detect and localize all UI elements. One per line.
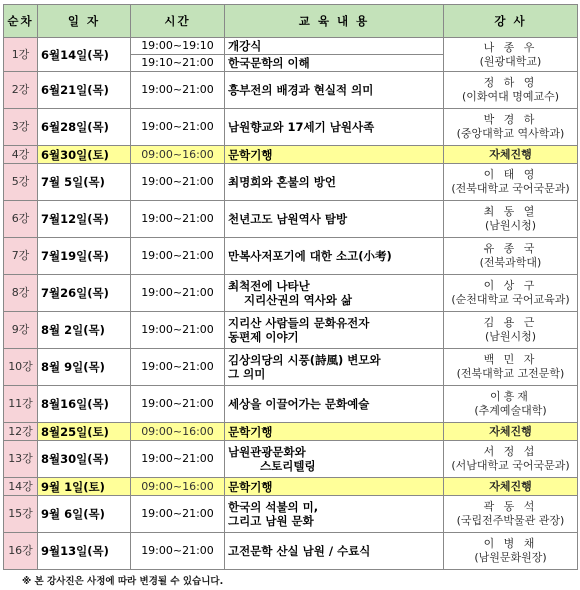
row-time: 09:00~16:00 [131,478,225,496]
row-lecturer [444,275,578,312]
lecturer-name: 백 민 자 [483,353,538,366]
row-content: 한국의 석불의 미, 그리고 남원 문화 [225,496,444,533]
schedule-table [3,4,578,570]
lecturer-name: 최 동 열 [483,205,538,218]
row-content: 문학기행 [225,423,444,441]
row-content: 한국문학의 이해 [225,55,444,72]
table-row-field-trip [4,478,578,496]
row-lecturer [444,72,578,109]
row-time: 19:00~19:10 [131,38,225,55]
row-number: 16강 [4,533,38,570]
table-row [4,238,578,275]
row-time: 19:00~21:00 [131,312,225,349]
row-time: 19:00~21:00 [131,441,225,478]
row-lecturer [444,164,578,201]
row-date: 8월30일(목) [38,441,131,478]
row-number: 9강 [4,312,38,349]
row-date: 7월19일(목) [38,238,131,275]
row-lecturer [444,533,578,570]
row-date: 7월12일(목) [38,201,131,238]
table-row-field-trip [4,146,578,164]
lecturer-affiliation: (이화여대 명예교수) [461,90,560,103]
row-content: 남원향교와 17세기 남원사족 [225,109,444,146]
row-number: 8강 [4,275,38,312]
lecturer-affiliation: (서남대학교 국어국문과) [451,459,570,472]
row-lecturer: 자체진행 [444,146,578,164]
header-content: 교 육 내 용 [225,5,444,38]
row-time: 19:00~21:00 [131,72,225,109]
row-date: 9월13일(목) [38,533,131,570]
row-lecturer [444,109,578,146]
row-content: 남원관광문화와 스토리텔링 [225,441,444,478]
row-content: 최명희와 혼불의 방언 [225,164,444,201]
row-lecturer: 자체진행 [444,423,578,441]
row-content: 문학기행 [225,146,444,164]
lecturer-affiliation: (전북과학대) [479,256,542,269]
row-time: 19:00~21:00 [131,275,225,312]
table-row [4,164,578,201]
row-date: 8월16일(목) [38,386,131,423]
row-content: 최척전에 나타난 지리산권의 역사와 삶 [225,275,444,312]
lecturer-name: 이흥재 [490,390,531,403]
table-row [4,201,578,238]
row-content: 김상의당의 시풍(詩風) 변모와 그 의미 [225,349,444,386]
table-row [4,533,578,570]
row-number: 12강 [4,423,38,441]
row-time: 19:00~21:00 [131,533,225,570]
row-date: 6월30일(토) [38,146,131,164]
lecturer-affiliation: (순천대학교 국어교육과) [451,293,570,306]
lecturer-affiliation: (남원문화원장) [474,551,547,564]
row-lecturer [444,312,578,349]
row-lecturer: 자체진행 [444,478,578,496]
table-row [4,386,578,423]
row-content: 개강식 [225,38,444,55]
header-no: 순차 [4,5,38,38]
lecturer-name: 이 상 구 [483,279,538,292]
row-lecturer [444,496,578,533]
row-content: 문학기행 [225,478,444,496]
lecturer-affiliation: (전북대학교 고전문학) [456,367,565,380]
table-row-field-trip [4,423,578,441]
row-date: 7월26일(목) [38,275,131,312]
row-number: 15강 [4,496,38,533]
row-date: 6월14일(목) [38,38,131,72]
row-time: 19:00~21:00 [131,386,225,423]
row-number: 11강 [4,386,38,423]
row-time: 19:00~21:00 [131,349,225,386]
row-content: 만복사저포기에 대한 소고(小考) [225,238,444,275]
row-time: 09:00~16:00 [131,423,225,441]
row-number: 1강 [4,38,38,72]
lecturer-affiliation: (원광대학교) [479,54,542,68]
row-time: 19:00~21:00 [131,164,225,201]
row-content: 천년고도 남원역사 탐방 [225,201,444,238]
header-date: 일 자 [38,5,131,38]
lecturer-name: 정 하 영 [483,76,538,89]
row-time: 19:00~21:00 [131,238,225,275]
row-number: 13강 [4,441,38,478]
table-row [4,109,578,146]
row-date: 8월 2일(목) [38,312,131,349]
header-row [4,5,578,38]
table-row [4,312,578,349]
lecturer-affiliation: (전북대학교 국어국문과) [451,182,570,195]
row-date: 9월 6일(목) [38,496,131,533]
lecturer-name: 이 병 채 [483,537,538,550]
header-time: 시간 [131,5,225,38]
row-number: 10강 [4,349,38,386]
lecturer-affiliation: (국립전주박물관 관장) [456,514,565,527]
lecturer-name: 서 정 섭 [483,445,538,458]
row-lecturer [444,349,578,386]
header-lecturer: 강 사 [444,5,578,38]
row-date: 6월28일(목) [38,109,131,146]
lecturer-affiliation: (추계예술대학) [474,404,547,417]
row-date: 8월 9일(목) [38,349,131,386]
row-date: 6월21일(목) [38,72,131,109]
lecturer-name: 유 종 국 [483,242,538,255]
row-content: 흥부전의 배경과 현실적 의미 [225,72,444,109]
row-number: 4강 [4,146,38,164]
lecturer-name: 박 경 하 [483,113,538,126]
row-number: 3강 [4,109,38,146]
table-row [4,349,578,386]
table-row [4,275,578,312]
row-number: 6강 [4,201,38,238]
row-number: 5강 [4,164,38,201]
row-date: 9월 1일(토) [38,478,131,496]
table-row [4,496,578,533]
lecturer-affiliation: (남원시청) [484,330,537,343]
lecturer-name: 곽 동 석 [483,500,538,513]
row-number: 7강 [4,238,38,275]
footnote: ※ 본 강사진은 사정에 따라 변경될 수 있습니다. [22,576,224,587]
lecturer-name: 김 용 근 [483,316,538,329]
row-lecturer [444,201,578,238]
row-date: 8월25일(토) [38,423,131,441]
row-time: 19:10~21:00 [131,55,225,72]
lecturer-affiliation: (중앙대학교 역사학과) [456,127,565,140]
lecturer-name: 이 태 영 [483,168,538,181]
row-time: 19:00~21:00 [131,201,225,238]
row-time: 19:00~21:00 [131,109,225,146]
table-row [4,72,578,109]
row-lecturer [444,238,578,275]
row-number: 2강 [4,72,38,109]
table-row [4,38,578,55]
row-lecturer [444,386,578,423]
row-number: 14강 [4,478,38,496]
row-content: 세상을 이끌어가는 문화예술 [225,386,444,423]
row-date: 7월 5일(목) [38,164,131,201]
lecturer-affiliation: (남원시청) [484,219,537,232]
lecturer-name: 나 종 우 [483,40,538,54]
row-lecturer [444,38,578,72]
row-time: 19:00~21:00 [131,496,225,533]
row-content: 고전문학 산실 남원 / 수료식 [225,533,444,570]
row-content: 지리산 사람들의 문화유전자 동편제 이야기 [225,312,444,349]
row-time: 09:00~16:00 [131,146,225,164]
row-lecturer [444,441,578,478]
table-row [4,441,578,478]
